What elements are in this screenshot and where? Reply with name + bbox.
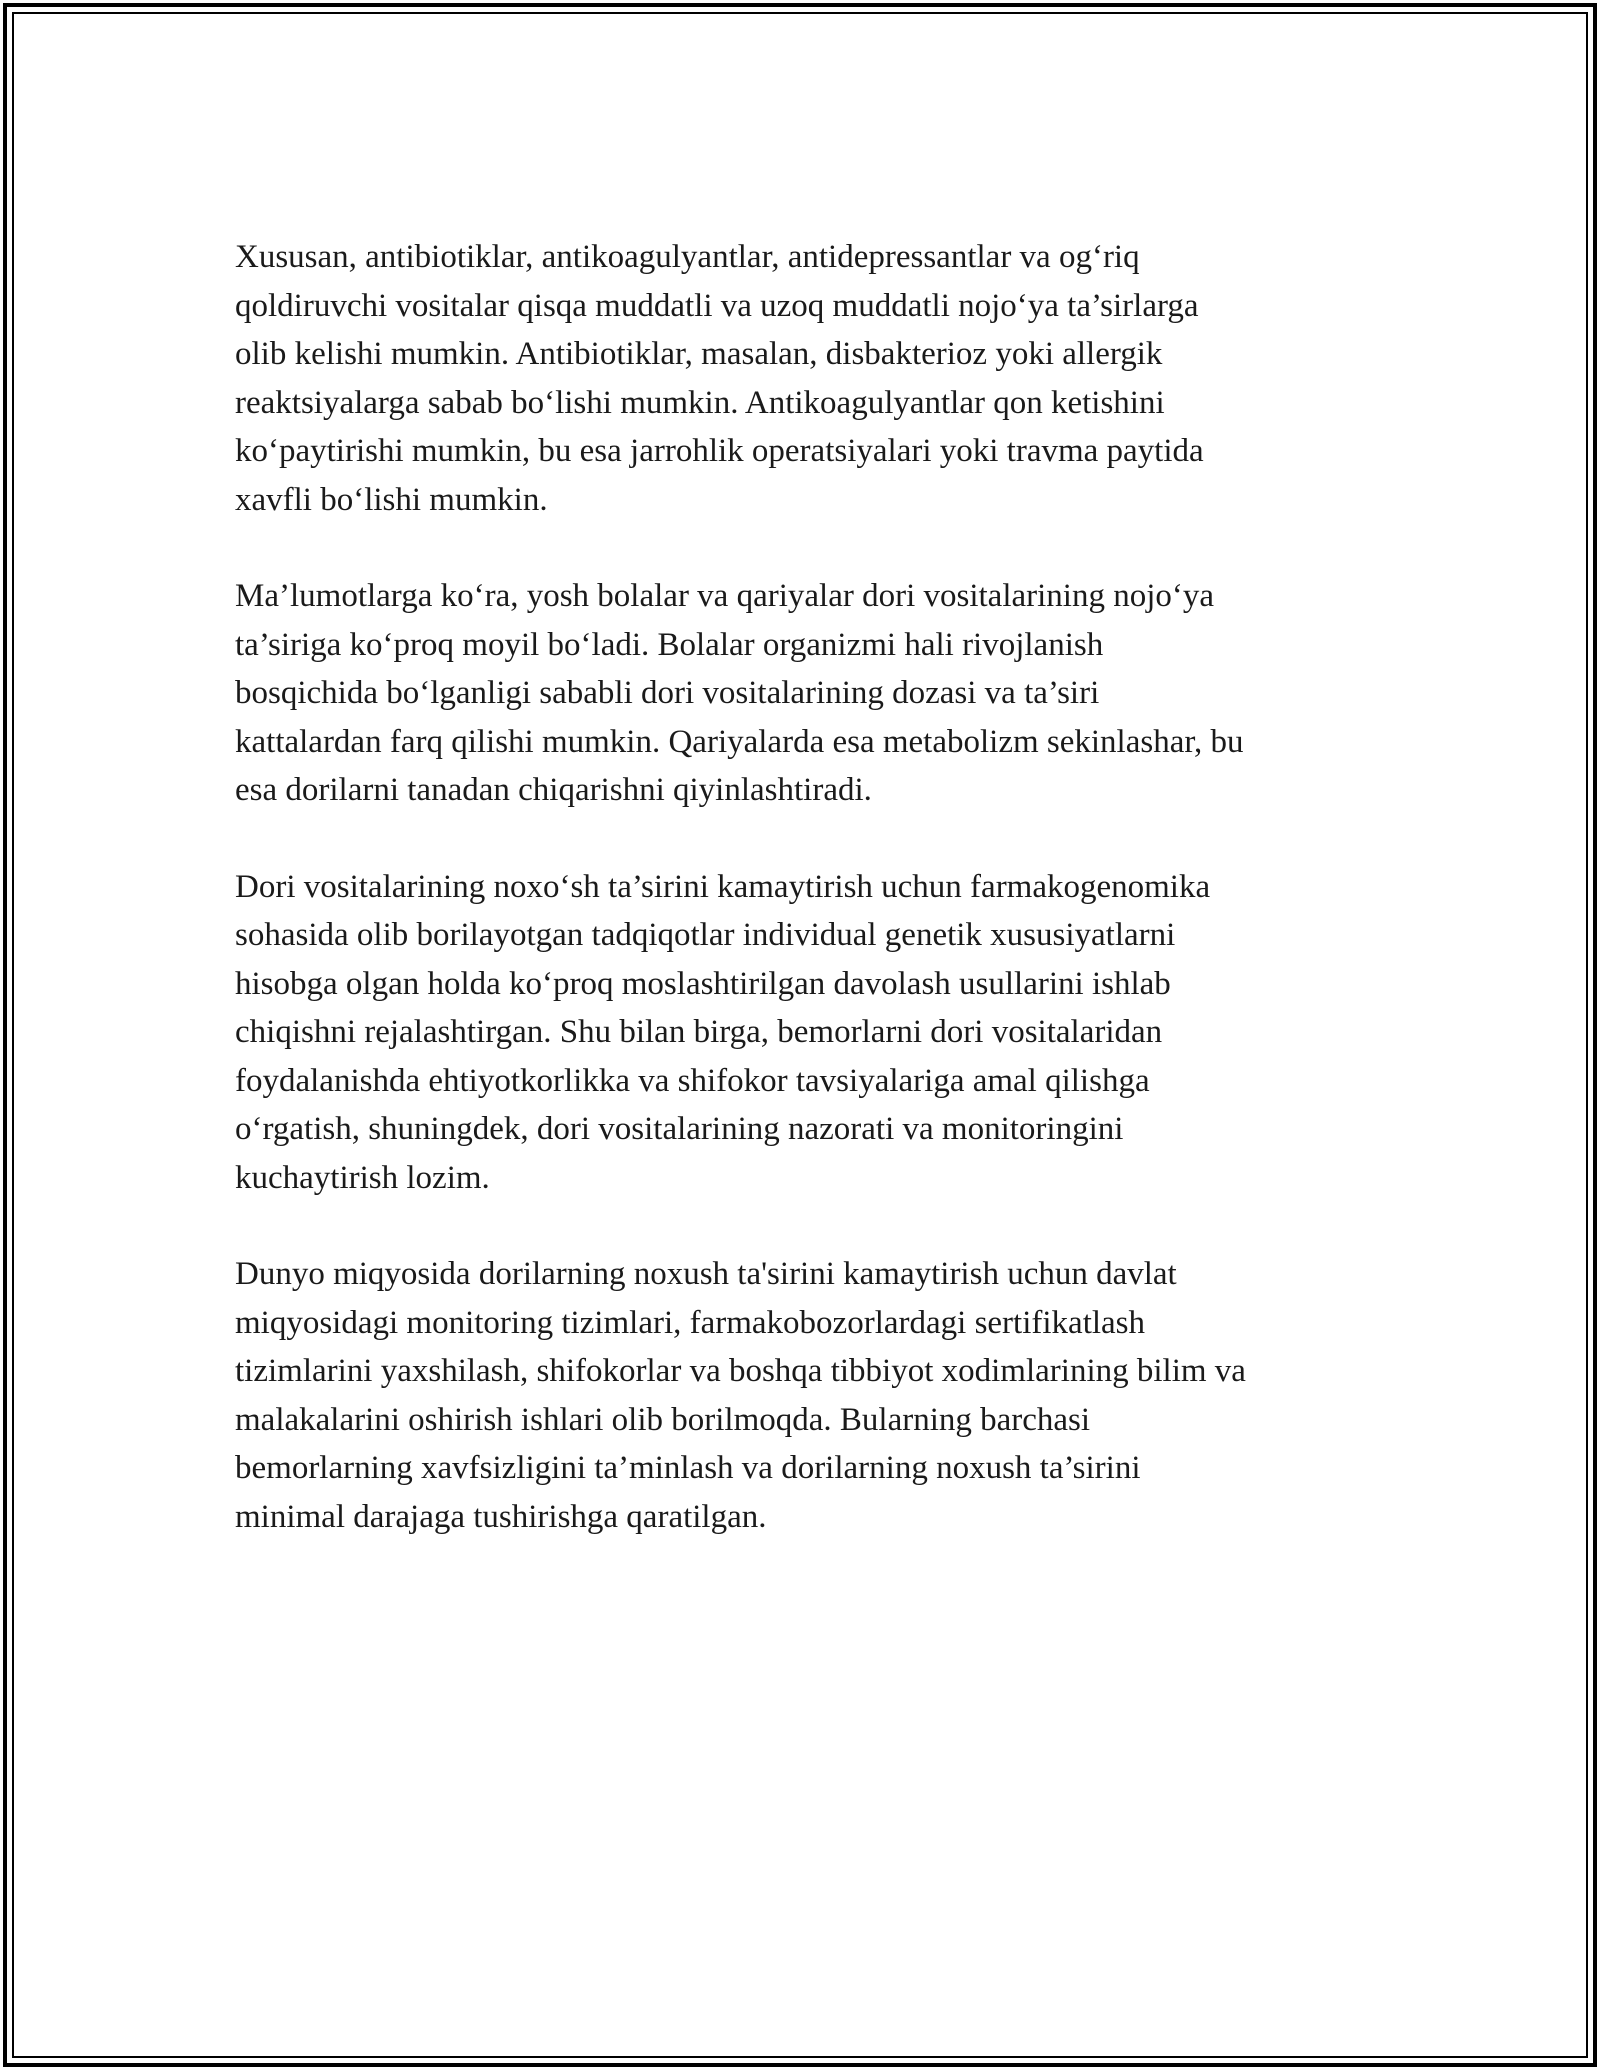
text-line: miqyosidagi monitoring tizimlari, farmakobozorlardagi sertifikatlash	[235, 1304, 1146, 1341]
text-line: malakalarini oshirish ishlari olib borilmoqda. Bularning barchasi	[235, 1401, 1091, 1438]
text-line: o‘rgatish, shuningdek, dori vositalarining nazorati va monitoringini	[235, 1111, 1124, 1147]
paragraph-2	[235, 572, 1365, 815]
text-line: Xususan, antibiotiklar, antikoagulyantlar, antidepressantlar va og‘riq	[235, 239, 1140, 275]
text-line: xavfli bo‘lishi mumkin.	[235, 481, 548, 518]
text-line: Dori vositalarining noxo‘sh ta’sirini kamaytirish uchun farmakogenomika	[235, 868, 1211, 905]
text-line: esa dorilarni tanadan chiqarishni qiyinlashtiradi.	[235, 772, 872, 808]
text-line: kattalardan farq qilishi mumkin. Qariyalarda esa metabolizm sekinlashar, bu	[235, 723, 1244, 760]
text-line: olib kelishi mumkin. Antibiotiklar, masalan, disbakterioz yoki allergik	[235, 336, 1163, 372]
text-line: minimal darajaga tushirishga qaratilgan.	[235, 1498, 767, 1535]
text-line: Dunyo miqyosida dorilarning noxush ta'sirini kamaytirish uchun davlat	[235, 1256, 1177, 1292]
text-line: chiqishni rejalashtirgan. Shu bilan birga, bemorlarni dori vositalaridan	[235, 1014, 1163, 1050]
paragraph-3	[235, 863, 1365, 1203]
text-line: reaktsiyalarga sabab bo‘lishi mumkin. Antikoagulyantlar qon ketishini	[235, 384, 1165, 421]
text-line: ko‘paytirishi mumkin, bu esa jarrohlik operatsiyalari yoki travma paytida	[235, 433, 1204, 469]
text-line: Ma’lumotlarga ko‘ra, yosh bolalar va qariyalar dori vositalarining nojo‘ya	[235, 578, 1215, 614]
document-body	[235, 233, 1365, 1589]
text-line: bosqichida bo‘lganligi sababli dori vositalarining dozasi va ta’siri	[235, 675, 1100, 711]
paragraph-4	[235, 1250, 1365, 1541]
text-line: tizimlarini yaxshilash, shifokorlar va boshqa tibbiyot xodimlarining bilim va	[235, 1353, 1246, 1389]
text-line: qoldiruvchi vositalar qisqa muddatli va uzoq muddatli nojo‘ya ta’sirlarga	[235, 287, 1199, 324]
paragraph-1	[235, 233, 1365, 524]
text-line: ta’siriga ko‘proq moyil bo‘ladi. Bolalar organizmi hali rivojlanish	[235, 626, 1104, 663]
text-line: sohasida olib borilayotgan tadqiqotlar individual genetik xususiyatlarni	[235, 917, 1176, 953]
text-line: hisobga olgan holda ko‘proq moslashtirilgan davolash usullarini ishlab	[235, 965, 1171, 1002]
text-line: foydalanishda ehtiyotkorlikka va shifokor tavsiyalariga amal qilishga	[235, 1062, 1150, 1099]
text-line: kuchaytirish lozim.	[235, 1159, 490, 1196]
text-line: bemorlarning xavfsizligini ta’minlash va dorilarning noxush ta’sirini	[235, 1450, 1141, 1486]
